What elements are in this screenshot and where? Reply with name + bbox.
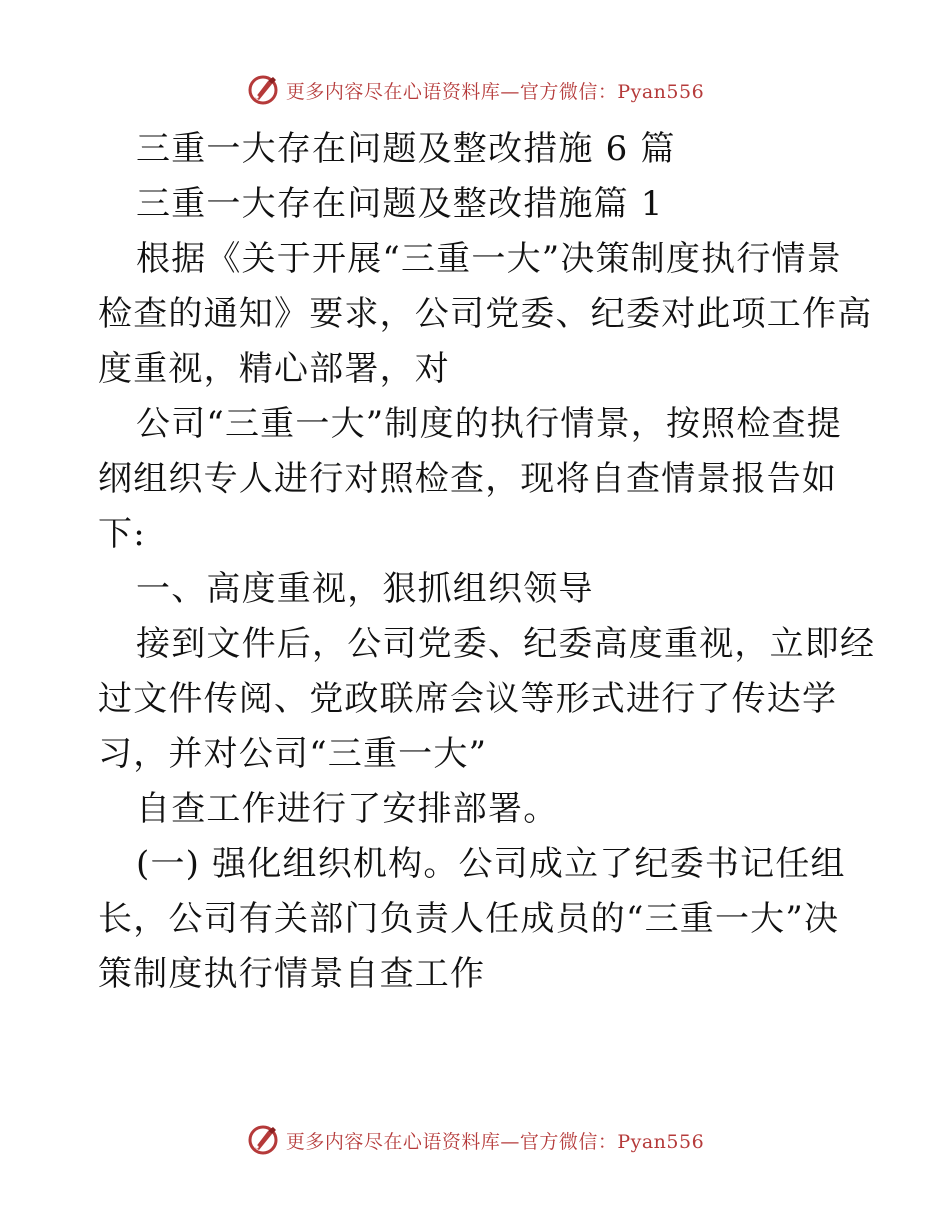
document-line: 根据《关于开展“三重一大”决策制度执行情景	[136, 239, 842, 279]
document-line: 自查工作进行了安排部署。	[136, 789, 559, 829]
watermark-banner-bottom	[0, 1120, 950, 1160]
watermark-text: 更多内容尽在心语资料库—官方微信：Pyan556	[285, 1130, 705, 1153]
document-line: 公司“三重一大”制度的执行情景，按照检查提	[136, 404, 842, 444]
document-line: (一) 强化组织机构。公司成立了纪委书记任组	[136, 844, 846, 884]
document-line: 纲组织专人进行对照检查，现将自查情景报告如	[98, 459, 838, 499]
document-line: 过文件传阅、党政联席会议等形式进行了传达学	[98, 679, 838, 719]
watermark-banner-top	[0, 70, 950, 110]
document-line: 度重视，精心部署，对	[98, 349, 450, 389]
watermark-text: 更多内容尽在心语资料库—官方微信：Pyan556	[285, 80, 705, 103]
document-line: 三重一大存在问题及整改措施 6 篇	[136, 129, 676, 169]
document-line: 下:	[98, 514, 146, 554]
document-line: 长，公司有关部门负责人任成员的“三重一大”决	[98, 899, 840, 939]
document-line: 检查的通知》要求，公司党委、纪委对此项工作高	[98, 294, 873, 334]
document-body	[98, 122, 876, 1002]
document-line: 策制度执行情景自查工作	[98, 954, 486, 994]
document-line: 一、高度重视，狠抓组织领导	[136, 569, 594, 609]
quill-pen-logo-icon	[246, 73, 280, 107]
document-line: 接到文件后，公司党委、纪委高度重视，立即经	[136, 624, 876, 664]
document-line: 三重一大存在问题及整改措施篇 1	[136, 184, 664, 224]
quill-pen-logo-icon	[246, 1123, 280, 1157]
document-line: 习，并对公司“三重一大”	[98, 734, 488, 774]
